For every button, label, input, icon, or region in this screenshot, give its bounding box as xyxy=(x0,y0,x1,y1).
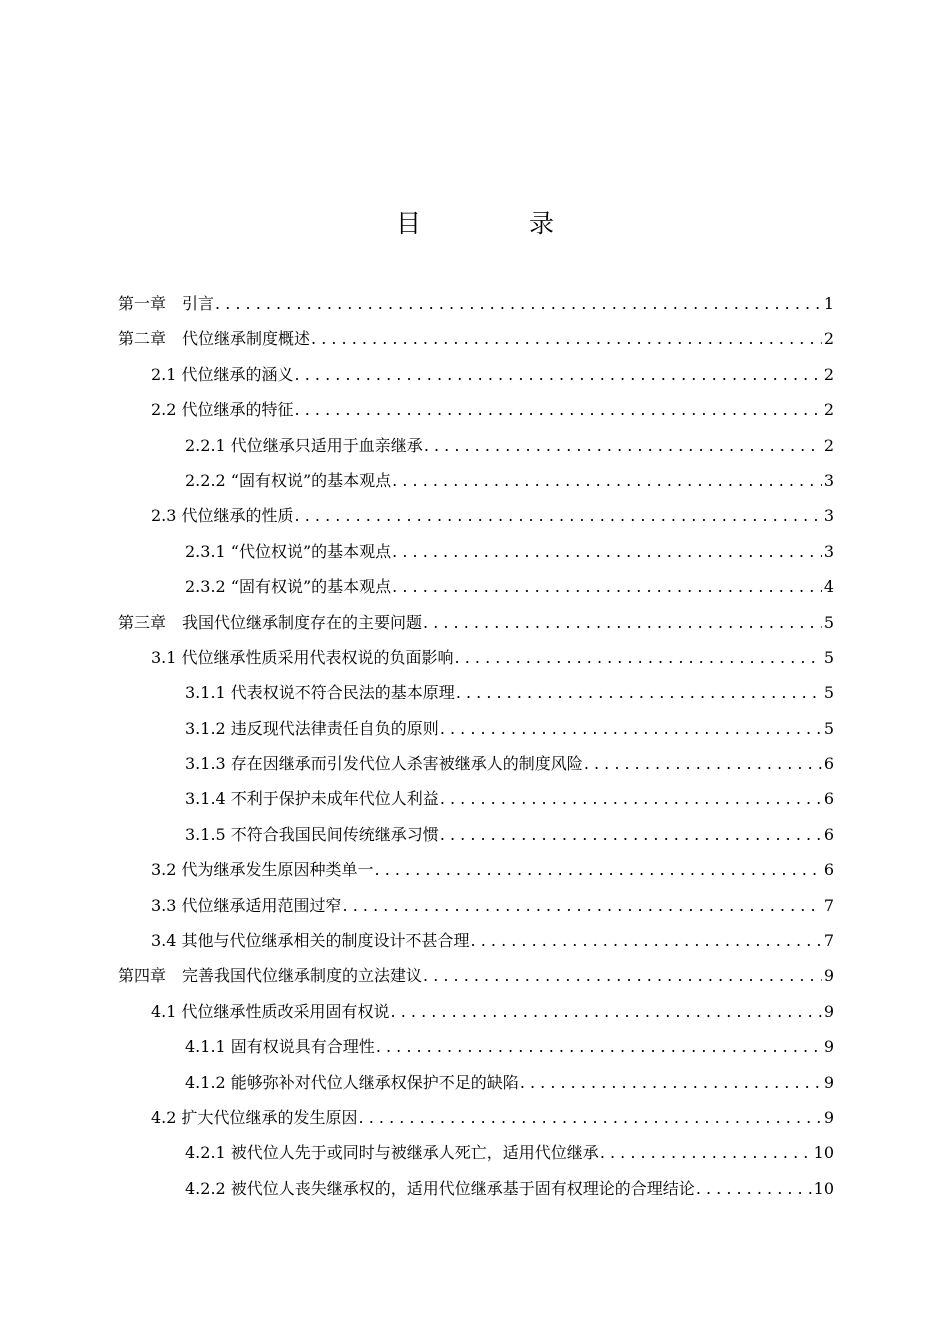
toc-entry-page-number: 7 xyxy=(823,895,834,915)
toc-entry-label: 4.1.1 固有权说具有合理性 xyxy=(185,1037,375,1057)
toc-entry-label: 3.1.4 不利于保护未成年代位人利益 xyxy=(185,789,439,809)
toc-entry-label: 3.1.3 存在因继承而引发代位人杀害被继承人的制度风险 xyxy=(185,754,583,774)
toc-entry[interactable] xyxy=(118,928,834,963)
dot-leader xyxy=(359,1108,822,1127)
toc-entry[interactable] xyxy=(118,1105,834,1140)
toc-entry-page-number: 3 xyxy=(823,506,834,526)
toc-entry-page-number: 3 xyxy=(823,470,834,490)
toc-entry[interactable] xyxy=(118,433,834,468)
toc-entry-page-number: 2 xyxy=(823,400,834,420)
toc-entry-label: 3.4 其他与代位继承相关的制度设计不甚合理 xyxy=(151,931,470,951)
toc-entry-page-number: 5 xyxy=(823,647,834,667)
toc-entry-label: 4.1.2 能够弥补对代位人继承权保护不足的缺陷 xyxy=(185,1072,519,1092)
toc-entry-label: 3.2 代为继承发生原因种类单一 xyxy=(151,860,374,880)
toc-entry-page-number: 5 xyxy=(823,683,834,703)
dot-leader xyxy=(392,542,822,561)
dot-leader xyxy=(440,789,822,808)
dot-leader xyxy=(375,860,822,879)
toc-entry-label: 第一章 引言 xyxy=(118,294,215,313)
toc-entry[interactable] xyxy=(118,1140,834,1175)
dot-leader xyxy=(392,577,822,596)
dot-leader xyxy=(311,329,822,348)
toc-entry-page-number: 7 xyxy=(823,931,834,951)
toc-entry[interactable] xyxy=(118,1176,834,1211)
toc-entry[interactable] xyxy=(118,1070,834,1105)
toc-entry-label: 第二章 代位继承制度概述 xyxy=(118,329,311,349)
toc-entry[interactable] xyxy=(118,893,834,928)
toc-entry[interactable] xyxy=(118,645,834,680)
toc-entry-label: 2.2 代位继承的特征 xyxy=(151,400,294,420)
toc-entry[interactable] xyxy=(118,963,834,998)
toc-entry[interactable] xyxy=(118,610,834,645)
toc-entry[interactable] xyxy=(118,999,834,1034)
toc-entry-label: 4.1 代位继承性质改采用固有权说 xyxy=(151,1001,390,1021)
toc-entry[interactable] xyxy=(118,362,834,397)
toc-entry-page-number: 5 xyxy=(823,612,834,632)
dot-leader xyxy=(520,1073,822,1092)
toc-entry-page-number: 6 xyxy=(823,789,834,809)
toc-entry-page-number: 2 xyxy=(823,435,834,455)
toc-entry-label: 3.1 代位继承性质采用代表权说的负面影响 xyxy=(151,647,454,667)
toc-title: 目 录 xyxy=(396,209,604,238)
dot-leader xyxy=(440,719,822,738)
toc-entry-label: 第三章 我国代位继承制度存在的主要问题 xyxy=(118,612,423,632)
dot-leader xyxy=(423,613,822,632)
toc-entry-label: 2.3 代位继承的性质 xyxy=(151,506,294,526)
toc-entry-page-number: 4 xyxy=(823,577,834,597)
toc-entry[interactable] xyxy=(118,822,834,857)
dot-leader xyxy=(295,400,822,419)
toc-entry-label: 2.2.2 “固有权说”的基本观点 xyxy=(185,470,392,490)
toc-entry-page-number: 9 xyxy=(823,1107,834,1127)
toc-entry-label: 4.2.2 被代位人丧失继承权的，适用代位继承基于固有权理论的合理结论 xyxy=(185,1178,695,1198)
toc-entry-page-number: 5 xyxy=(823,718,834,738)
toc-entry-page-number: 9 xyxy=(823,1072,834,1092)
dot-leader xyxy=(696,1179,812,1198)
toc-entry-page-number: 2 xyxy=(823,329,834,349)
toc-entry-label: 4.2.1 被代位人先于或同时与被继承人死亡，适用代位继承 xyxy=(185,1143,599,1163)
toc-entry-page-number: 6 xyxy=(823,860,834,880)
toc-entry[interactable] xyxy=(118,716,834,751)
toc-entry-page-number: 10 xyxy=(813,1178,834,1198)
toc-entry-label: 3.1.2 违反现代法律责任自负的原则 xyxy=(185,718,439,738)
dot-leader xyxy=(456,683,822,702)
dot-leader xyxy=(584,754,822,773)
dot-leader xyxy=(376,1037,822,1056)
toc-entry-page-number: 6 xyxy=(823,824,834,844)
toc-entry[interactable] xyxy=(118,857,834,892)
dot-leader xyxy=(455,648,822,667)
dot-leader xyxy=(392,471,822,490)
toc-entry-label: 2.1 代位继承的涵义 xyxy=(151,364,294,384)
toc-entry[interactable] xyxy=(118,397,834,432)
toc-entry-page-number: 3 xyxy=(823,541,834,561)
dot-leader xyxy=(471,931,822,950)
toc-entry[interactable] xyxy=(118,539,834,574)
toc-entry[interactable] xyxy=(118,574,834,609)
toc-entry-page-number: 10 xyxy=(813,1143,834,1163)
dot-leader xyxy=(423,966,822,985)
toc-entry-page-number: 9 xyxy=(823,966,834,986)
dot-leader xyxy=(424,436,822,455)
dot-leader xyxy=(295,365,822,384)
toc-entry-label: 3.1.1 代表权说不符合民法的基本原理 xyxy=(185,683,455,703)
toc-entry[interactable] xyxy=(118,751,834,786)
dot-leader xyxy=(343,896,822,915)
toc-entry[interactable] xyxy=(118,503,834,538)
toc-entry[interactable] xyxy=(118,468,834,503)
toc-entry-label: 2.3.2 “固有权说”的基本观点 xyxy=(185,577,392,597)
dot-leader xyxy=(215,294,822,313)
toc-entry-label: 2.3.1 “代位权说”的基本观点 xyxy=(185,541,392,561)
dot-leader xyxy=(295,506,822,525)
toc-entry[interactable] xyxy=(118,291,834,326)
dot-leader xyxy=(391,1002,822,1021)
toc-entry-label: 3.3 代位继承适用范围过窄 xyxy=(151,895,342,915)
toc-entry-label: 3.1.5 不符合我国民间传统继承习惯 xyxy=(185,824,439,844)
toc-entry[interactable] xyxy=(118,680,834,715)
toc-entry[interactable] xyxy=(118,326,834,361)
toc-entry-page-number: 1 xyxy=(823,294,834,313)
toc-entry-page-number: 9 xyxy=(823,1001,834,1021)
dot-leader xyxy=(600,1143,812,1162)
toc-entry-page-number: 2 xyxy=(823,364,834,384)
table-of-contents xyxy=(118,291,834,1211)
toc-entry-page-number: 6 xyxy=(823,754,834,774)
toc-entry-label: 4.2 扩大代位继承的发生原因 xyxy=(151,1107,358,1127)
dot-leader xyxy=(440,825,822,844)
toc-entry[interactable] xyxy=(118,786,834,821)
toc-entry[interactable] xyxy=(118,1034,834,1069)
toc-entry-label: 2.2.1 代位继承只适用于血亲继承 xyxy=(185,435,423,455)
toc-entry-label: 第四章 完善我国代位继承制度的立法建议 xyxy=(118,966,423,986)
toc-entry-page-number: 9 xyxy=(823,1037,834,1057)
